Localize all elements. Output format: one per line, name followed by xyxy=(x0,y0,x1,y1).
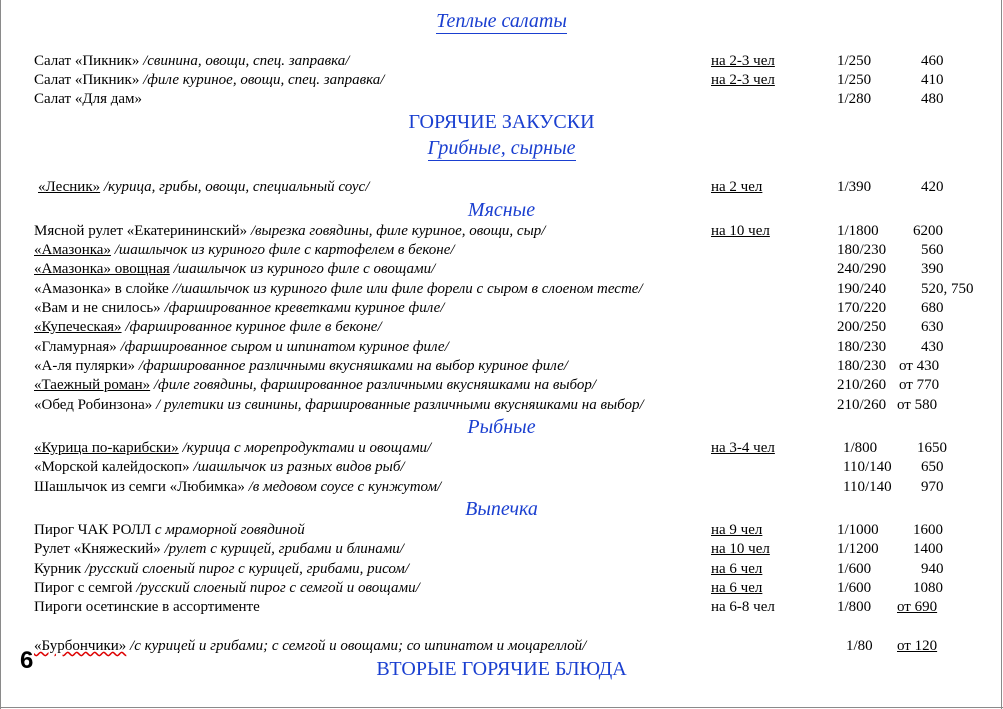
dish-price: 390 xyxy=(921,261,944,277)
dish: «Лесник» /курица, грибы, овощи, специальный соус/ xyxy=(38,179,370,195)
dish-weight: 200/250 xyxy=(837,319,887,335)
dish-weight: 1/250 xyxy=(837,72,872,88)
menu-row xyxy=(0,637,1003,656)
dish-people: на 10 чел xyxy=(711,223,770,239)
menu-row xyxy=(0,318,1003,337)
menu-row xyxy=(0,376,1003,395)
menu-row xyxy=(0,598,1003,617)
menu-row xyxy=(0,280,1003,299)
dish-price: от 770 xyxy=(899,377,940,393)
menu-row xyxy=(0,357,1003,376)
dish-price: 430 xyxy=(921,339,944,355)
dish-people: на 6-8 чел xyxy=(711,599,775,615)
dish: Шашлычок из семги «Любимка» /в медовом соусе с кунжутом/ xyxy=(34,479,442,495)
dish-weight: 210/260 xyxy=(837,397,887,413)
section-title-second-courses: ВТОРЫЕ ГОРЯЧИЕ БЛЮДА xyxy=(376,658,627,680)
dish-weight: 190/240 xyxy=(837,281,887,297)
section-title-fish: Рыбные xyxy=(467,416,536,438)
dish-price: 940 xyxy=(921,561,944,577)
dish: Пирог с семгой /русский слоеный пирог с семгой и овощами/ xyxy=(34,580,420,596)
dish: Салат «Пикник» /филе куриное, овощи, спец. заправка/ xyxy=(34,72,385,88)
dish: «Гламурная» /фаршированное сыром и шпинатом куриное филе/ xyxy=(34,339,449,355)
section-title-meat: Мясные xyxy=(467,199,536,221)
dish: Салат «Для дам» xyxy=(34,91,143,107)
dish: «Обед Робинзона» / рулетики из свинины, фаршированные различными вкусняшками на выбор/ xyxy=(34,397,644,413)
dish: «Купеческая» /фаршированное куриное филе в беконе/ xyxy=(34,319,382,335)
menu-row xyxy=(0,222,1003,241)
section-title-bakery: Выпечка xyxy=(465,498,538,520)
menu-row xyxy=(0,178,1003,197)
dish-price: от 690 xyxy=(897,599,938,615)
dish-price: от 120 xyxy=(897,638,938,654)
menu-row xyxy=(0,579,1003,598)
dish: «Амазонка» в слойке //шашлычок из куриного филе или филе форели с сыром в слоеном тесте/ xyxy=(34,281,643,297)
dish-weight: 180/230 xyxy=(837,339,887,355)
section-title-hot-snacks: ГОРЯЧИЕ ЗАКУСКИ xyxy=(408,111,595,133)
dish-price: 1600 xyxy=(913,522,943,538)
dish-people: на 10 чел xyxy=(711,541,770,557)
dish-price: 560 xyxy=(921,242,944,258)
dish-price: 1400 xyxy=(913,541,943,557)
dish-weight: 1/390 xyxy=(837,179,872,195)
dish-price: 630 xyxy=(921,319,944,335)
dish-price: 1080 xyxy=(913,580,943,596)
menu-row xyxy=(0,90,1003,109)
dish-price: 970 xyxy=(921,479,944,495)
dish-weight: 1/800 xyxy=(843,440,878,456)
dish-people: на 6 чел xyxy=(711,580,763,596)
dish-weight: 110/140 xyxy=(843,479,892,495)
menu-row xyxy=(0,521,1003,540)
menu-row xyxy=(0,299,1003,318)
dish-weight: 1/1200 xyxy=(837,541,879,557)
dish-price: 420 xyxy=(921,179,944,195)
dish-weight: 180/230 xyxy=(837,358,887,374)
dish: «Морской калейдоскоп» /шашлычок из разных видов рыб/ xyxy=(34,459,405,475)
dish-price: 410 xyxy=(921,72,944,88)
dish-weight: 1/280 xyxy=(837,91,872,107)
menu-row xyxy=(0,458,1003,477)
menu-row xyxy=(0,439,1003,458)
dish-price: 460 xyxy=(921,53,944,69)
dish-weight: 1/800 xyxy=(837,599,872,615)
dish-weight: 1/80 xyxy=(846,638,873,654)
dish-people: на 6 чел xyxy=(711,561,763,577)
dish-price: 480 xyxy=(921,91,944,107)
dish-weight: 1/600 xyxy=(837,561,872,577)
menu-row xyxy=(0,241,1003,260)
menu-row xyxy=(0,478,1003,497)
dish-people: на 3-4 чел xyxy=(711,440,775,456)
dish-price: от 430 xyxy=(899,358,940,374)
dish-people: на 2 чел xyxy=(711,179,763,195)
dish: «Вам и не снилось» /фаршированное креветками куриное филе/ xyxy=(34,300,445,316)
dish-people: на 2-3 чел xyxy=(711,72,775,88)
dish-weight: 1/1800 xyxy=(837,223,879,239)
menu-row xyxy=(0,396,1003,415)
dish: «Амазонка» /шашлычок из куриного филе с картофелем в беконе/ xyxy=(34,242,455,258)
dish: «Таежный роман» /филе говядины, фаршированное различными вкусняшками на выбор/ xyxy=(34,377,597,393)
dish: «Курица по-карибски» /курица с морепродуктами и овощами/ xyxy=(34,440,432,456)
page-number: 6 xyxy=(20,647,34,674)
dish-weight: 170/220 xyxy=(837,300,887,316)
dish-weight: 1/600 xyxy=(837,580,872,596)
menu-row xyxy=(0,260,1003,279)
dish-price: 650 xyxy=(921,459,944,475)
dish-weight: 1/1000 xyxy=(837,522,879,538)
dish-weight: 210/260 xyxy=(837,377,887,393)
dish-price: 1650 xyxy=(917,440,947,456)
dish-weight: 1/250 xyxy=(837,53,872,69)
menu-row xyxy=(0,540,1003,559)
dish-weight: 110/140 xyxy=(843,459,892,475)
dish-price: 6200 xyxy=(913,223,943,239)
dish: «Амазонка» овощная /шашлычок из куриного филе с овощами/ xyxy=(34,261,436,277)
section-title-warm-salads: Теплые салаты xyxy=(436,10,567,32)
menu-row xyxy=(0,338,1003,357)
dish-weight: 240/290 xyxy=(837,261,887,277)
dish: Салат «Пикник» /свинина, овощи, спец. заправка/ xyxy=(34,53,350,69)
dish: «А-ля пулярки» /фаршированное различными вкусняшками на выбор куриное филе/ xyxy=(34,358,568,374)
menu-row xyxy=(0,71,1003,90)
dish: Пирог ЧАК РОЛЛ с мраморной говядиной xyxy=(34,522,305,538)
dish-price: от 580 xyxy=(897,397,938,413)
menu-row xyxy=(0,52,1003,71)
dish-price: 680 xyxy=(921,300,944,316)
section-title-mushroom-cheese: Грибные, сырные xyxy=(427,137,576,159)
dish: Рулет «Княжеский» /рулет с курицей, грибами и блинами/ xyxy=(34,541,404,557)
menu-row xyxy=(0,560,1003,579)
page-border-bottom xyxy=(0,707,1003,708)
dish: «Бурбончики» /с курицей и грибами; с семгой и овощами; со шпинатом и моцареллой/ xyxy=(34,638,587,654)
dish: Мясной рулет «Екатерининский» /вырезка говядины, филе куриное, овощи, сыр/ xyxy=(34,223,546,239)
dish-people: на 9 чел xyxy=(711,522,763,538)
dish-weight: 180/230 xyxy=(837,242,887,258)
dish: Пироги осетинские в ассортименте xyxy=(34,599,260,615)
dish-people: на 2-3 чел xyxy=(711,53,775,69)
dish-price: 520, 750 xyxy=(921,281,974,297)
dish: Курник /русский слоеный пирог с курицей, грибами, рисом/ xyxy=(34,561,410,577)
